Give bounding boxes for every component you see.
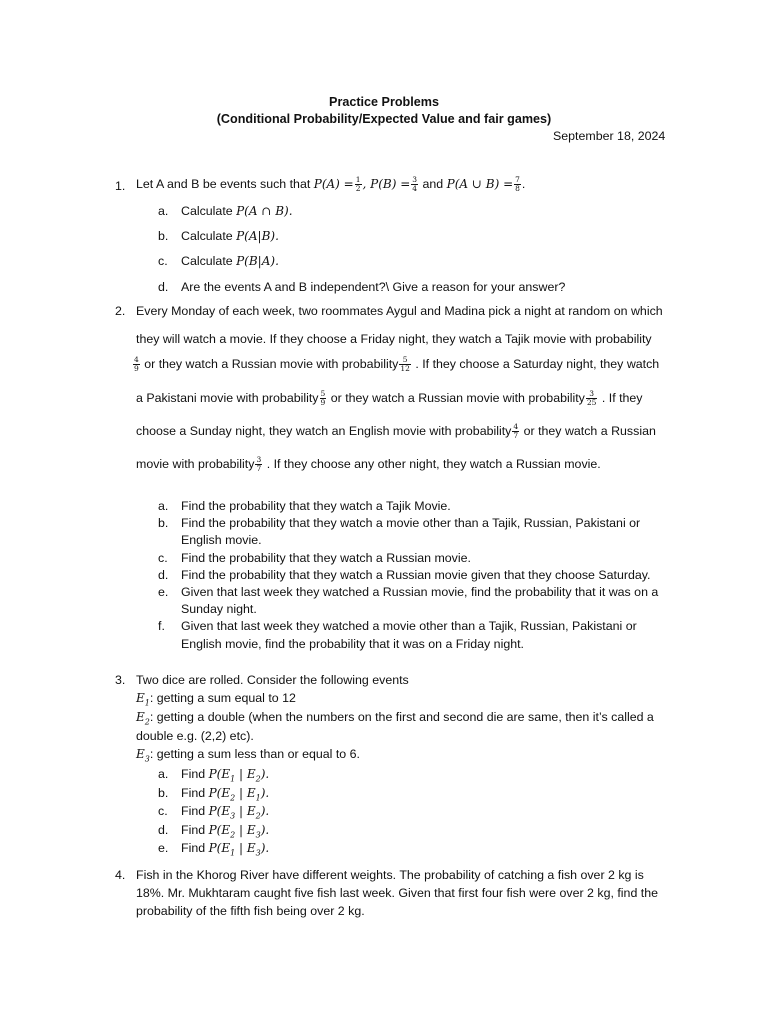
q3-event-2-cont: double e.g. (2,2) etc). xyxy=(136,729,254,743)
q2-item-label: f. xyxy=(158,619,165,634)
q1-item-text: Calculate P(A ∩ B). xyxy=(181,204,293,218)
q4-line: probability of the fifth fish being over 2 kg. xyxy=(136,904,365,918)
q2-item-label: c. xyxy=(158,550,168,565)
q2-item-label: e. xyxy=(158,585,169,599)
q2-item-label: d. xyxy=(158,567,169,582)
q3-number: 3. xyxy=(115,673,126,687)
q2-item-line: Find the probability that they watch a Russian movie. xyxy=(181,550,471,565)
q3-item-text: Find $P(E_1$ | $E_3$). xyxy=(181,841,270,858)
q2-line-6: movie with probability $\frac{3}{7}$ . If they choose any other night, they watch a Russian movie. xyxy=(136,455,601,473)
q3-item-label: a. xyxy=(158,767,169,781)
q2-item-line: Given that last week they watched a movie other than a Tajik, Russian, Pakistani or xyxy=(181,619,637,634)
q1-number: 1. xyxy=(115,179,126,193)
q2-item-line: English movie, find the probability that it was on a Friday night. xyxy=(181,636,524,651)
q2-line-2: they will watch a movie. If they choose a Friday night, they watch a Tajik movie with probability xyxy=(136,332,652,346)
q3-event-1: $E_1$: getting a sum equal to 12 xyxy=(136,691,296,708)
q2-item-line: Sunday night. xyxy=(181,602,257,617)
q1-statement: Let A and B be events such that P(A) = $\frac{1}{2}$ , P(B) = $\frac{3}{4}$ and P(A ∪ B) = $\frac{7}{8}$ . xyxy=(136,175,526,193)
q2-item-line: English movie. xyxy=(181,533,262,548)
q3-item-text: Find $P(E_1$ | $E_2$). xyxy=(181,767,270,784)
q2-item-line: Find the probability that they watch a Russian movie given that they choose Saturday. xyxy=(181,567,651,582)
q3-item-label: e. xyxy=(158,841,169,855)
q3-item-label: c. xyxy=(158,804,168,818)
q1-item-label: c. xyxy=(158,254,168,268)
q3-item-text: Find $P(E_3$ | $E_2$). xyxy=(181,804,270,821)
q1-item-text: Calculate P(A|B). xyxy=(181,229,279,243)
q4-line: Fish in the Khorog River have different weights. The probability of catching a fish over 2 kg is xyxy=(136,868,644,882)
q2-line-1: Every Monday of each week, two roommates Aygul and Madina pick a night at random on which xyxy=(136,304,663,318)
q1-item-label: d. xyxy=(158,280,169,294)
q3-event-3: $E_3$: getting a sum less than or equal to 6. xyxy=(136,747,360,764)
q1-item-label: b. xyxy=(158,229,169,243)
q3-item-text: Find $P(E_2$ | $E_1$). xyxy=(181,785,270,802)
date: September 18, 2024 xyxy=(553,129,666,143)
q1-item-text: Calculate P(B|A). xyxy=(181,254,279,268)
q4-line: 18%. Mr. Mukhtaram caught five fish last week. Given that first four fish were over 2 kg, find the xyxy=(136,886,659,900)
q1-item-text: Are the events A and B independent?\ Give a reason for your answer? xyxy=(181,280,566,294)
q3-intro: Two dice are rolled. Consider the following events xyxy=(136,673,409,687)
q2-line-3: $\frac{4}{9}$ or they watch a Russian movie with probability $\frac{5}{12}$ . If they choose a Saturday night, they watch xyxy=(134,355,660,373)
q2-item-label: b. xyxy=(158,516,169,531)
q2-number: 2. xyxy=(115,304,126,318)
q1-item-label: a. xyxy=(158,204,169,218)
q2-item-line: Given that last week they watched a Russian movie, find the probability that it was on a xyxy=(181,585,659,599)
q3-item-label: d. xyxy=(158,822,169,837)
q3-item-text: Find $P(E_2$ | $E_3$). xyxy=(181,822,270,839)
q3-event-2: $E_2$: getting a double (when the numbers on the first and second die are same, then it’s called a xyxy=(136,710,654,727)
q2-item-label: a. xyxy=(158,499,169,513)
page-title: Practice Problems xyxy=(329,95,439,109)
q2-item-line: Find the probability that they watch a Tajik Movie. xyxy=(181,499,451,513)
q2-line-5: choose a Sunday night, they watch an English movie with probability $\frac{4}{7}$ or they watch a Russian xyxy=(136,422,656,440)
q2-line-4: a Pakistani movie with probability $\frac{5}{9}$ or they watch a Russian movie with probability $\frac{3}{25}$ . If they xyxy=(136,389,643,407)
q3-item-label: b. xyxy=(158,785,169,800)
q4-number: 4. xyxy=(115,868,126,882)
page-subtitle: (Conditional Probability/Expected Value and fair games) xyxy=(216,112,552,126)
q2-item-line: Find the probability that they watch a movie other than a Tajik, Russian, Pakistani or xyxy=(181,516,641,531)
